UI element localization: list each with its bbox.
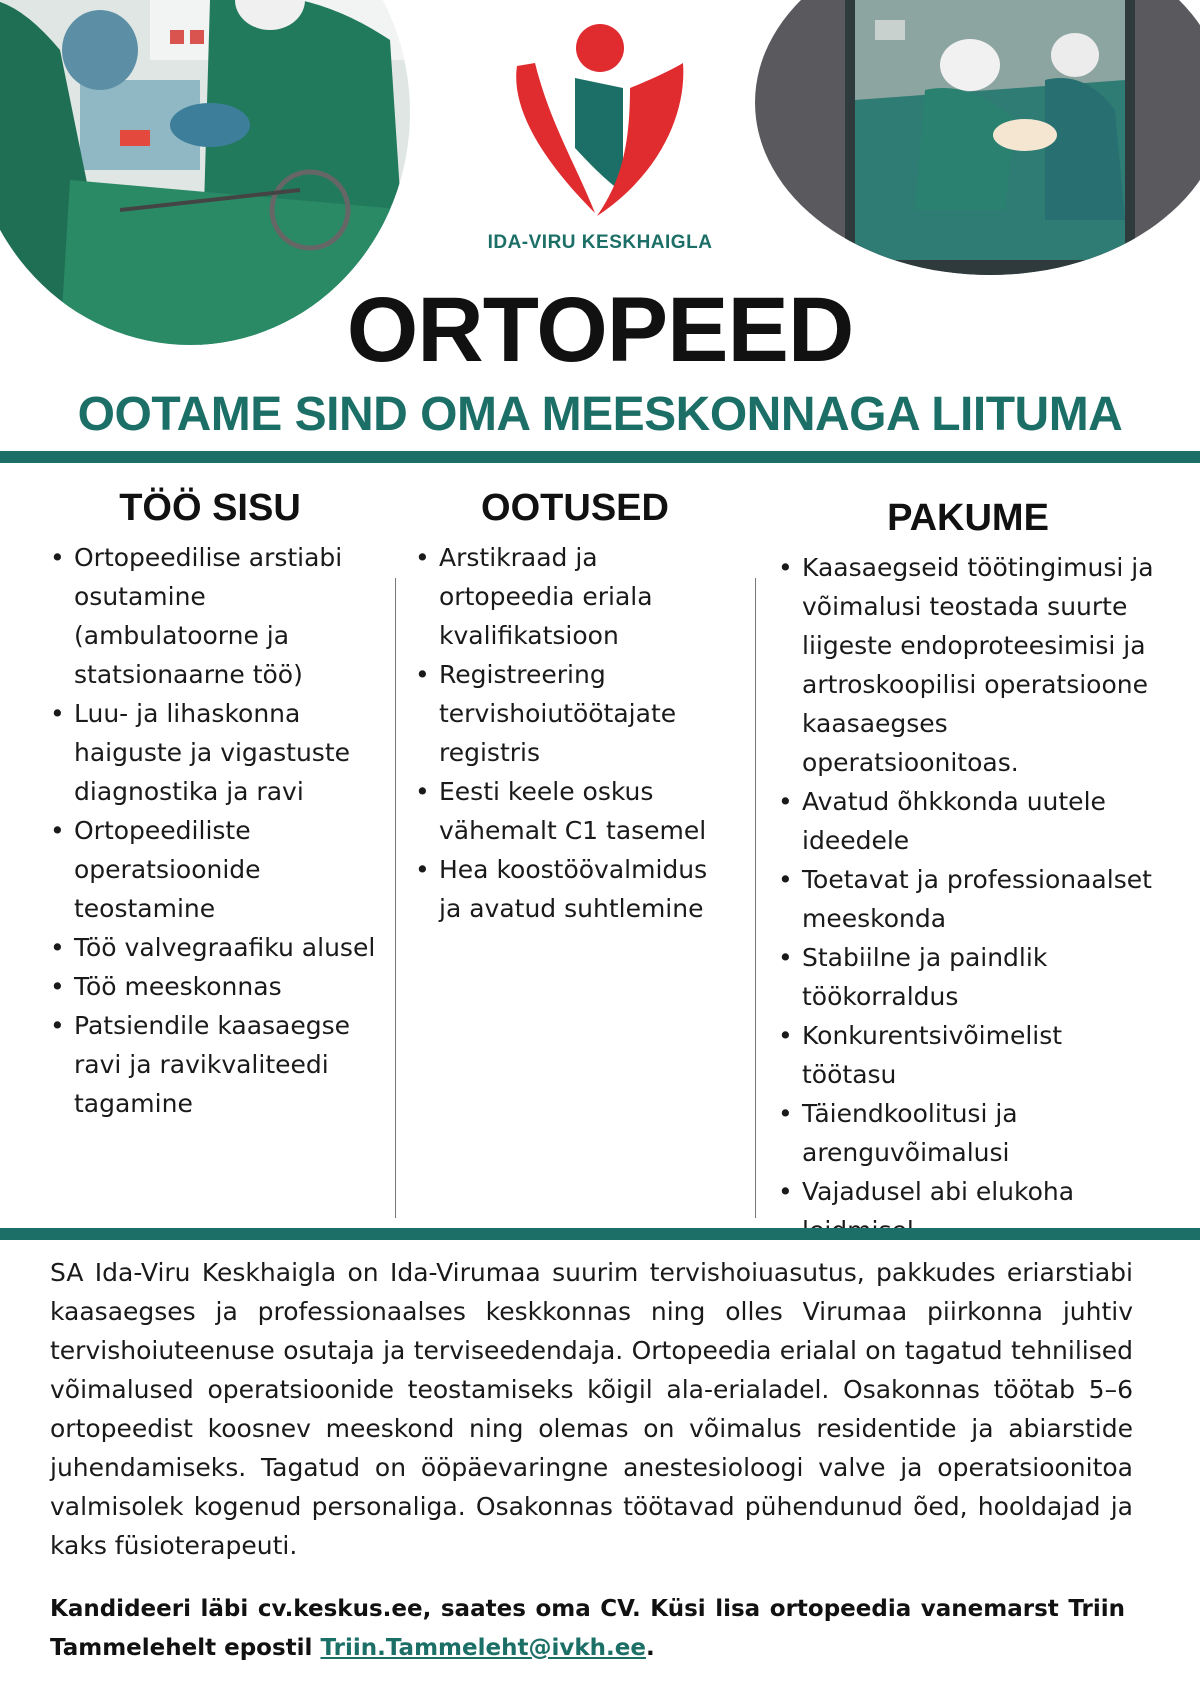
column-divider [395, 578, 396, 1218]
list-item: • Konkurentsivõimelist töötasu [778, 1016, 1158, 1094]
column-heading: OOTUSED [481, 487, 669, 529]
column-divider [755, 578, 756, 1218]
list-item: • Töö valvegraafiku alusel [50, 928, 395, 967]
hospital-logo [505, 18, 695, 228]
job-title: ORTOPEED [346, 279, 854, 381]
list-item: • Avatud õhkkonda uutele ideedele [778, 782, 1158, 860]
column-job-content [50, 478, 395, 1123]
list-item: • Toetavat ja professionaalset meeskonda [778, 860, 1158, 938]
offer-list [778, 548, 1158, 1250]
list-item: • Vajadusel abi elukoha [778, 1172, 1158, 1250]
list-item: • Eesti keele oskus vähemalt C1 tasemel [415, 772, 735, 850]
list-item: • Töö meeskonnas [50, 967, 395, 1006]
list-item: • Luu- ja lihaskonna haiguste ja vigastuste diagnostika ja ravi [50, 694, 395, 811]
divider-band-bottom [0, 1228, 1200, 1240]
application-instructions [50, 1590, 1125, 1668]
invitation-subtitle: OOTAME SIND OMA MEESKONNAGA LIITUMA [77, 388, 1123, 441]
list-item: • Kaasaegseid töötingimusi ja võimalusi teostada suurte liigeste endoproteesimisi ja artroskoopilisi operatsioone kaasaegses operatsioonitoas. [778, 548, 1158, 782]
hospital-name: IDA-VIRU KESKHAIGLA [487, 232, 713, 253]
list-item: • Patsiendile kaasaegse ravi ja ravikvaliteedi tagamine [50, 1006, 395, 1123]
column-expectations [415, 478, 735, 928]
surgery-photo-right [755, 0, 1200, 275]
list-item: • Ortopeediliste operatsioonide teostamine [50, 811, 395, 928]
list-item: • Hea koostöövalmidus ja avatud suhtlemine [415, 850, 735, 928]
hospital-description: SA Ida-Viru Keskhaigla on Ida-Virumaa suurim tervishoiuasutus, pakkudes eriarstiabi kaasaegses ja professionaalses keskkonnas ning olles Virumaa piirkonna juhtiv tervishoiuteenuse osutaja ja terviseedendaja. Ortopeedia erialal on tagatud tehnilised võimalused operatsioonide teostamiseks kõigil ala-erialadel. Osakonnas töötab 5–6 ortopeedist koosnev meeskond ning olemas on võimalus residentide ja abiarstide juhendamiseks. Tagatud on ööpäevaringne anestesioloogi valve ja operatsioonitoa valmisolek kogenud personaliga. Osakonnas töötavad pühendunud õed, hooldajad ja kaks füsioterapeuti. [50, 1258, 1133, 1560]
list-item: • Stabiilne ja paindlik töökorraldus [778, 938, 1158, 1016]
list-item: • Arstikraad ja ortopeedia eriala kvalifikatsioon [415, 538, 735, 655]
job-content-list [50, 538, 395, 1123]
expectations-list [415, 538, 735, 928]
list-item: • Registreering tervishoiutöötajate registris [415, 655, 735, 772]
apply-text: Kandideeri läbi cv.keskus.ee, saates oma CV. Küsi lisa ortopeedia vanemarst Triin Tammelehelt epostil [50, 1596, 1125, 1661]
list-item: • Täiendkoolitusi ja arenguvõimalusi [778, 1094, 1158, 1172]
divider-band-top [0, 451, 1200, 463]
contact-email-link[interactable]: Triin.Tammeleht@ivkh.ee [320, 1635, 646, 1661]
column-we-offer [778, 478, 1158, 1250]
apply-end: . [645, 1635, 655, 1661]
column-heading: PAKUME [887, 497, 1049, 539]
column-heading: TÖÖ SISU [119, 487, 301, 529]
list-item: • Ortopeedilise arstiabi osutamine (ambulatoorne ja statsionaarne töö) [50, 538, 395, 694]
